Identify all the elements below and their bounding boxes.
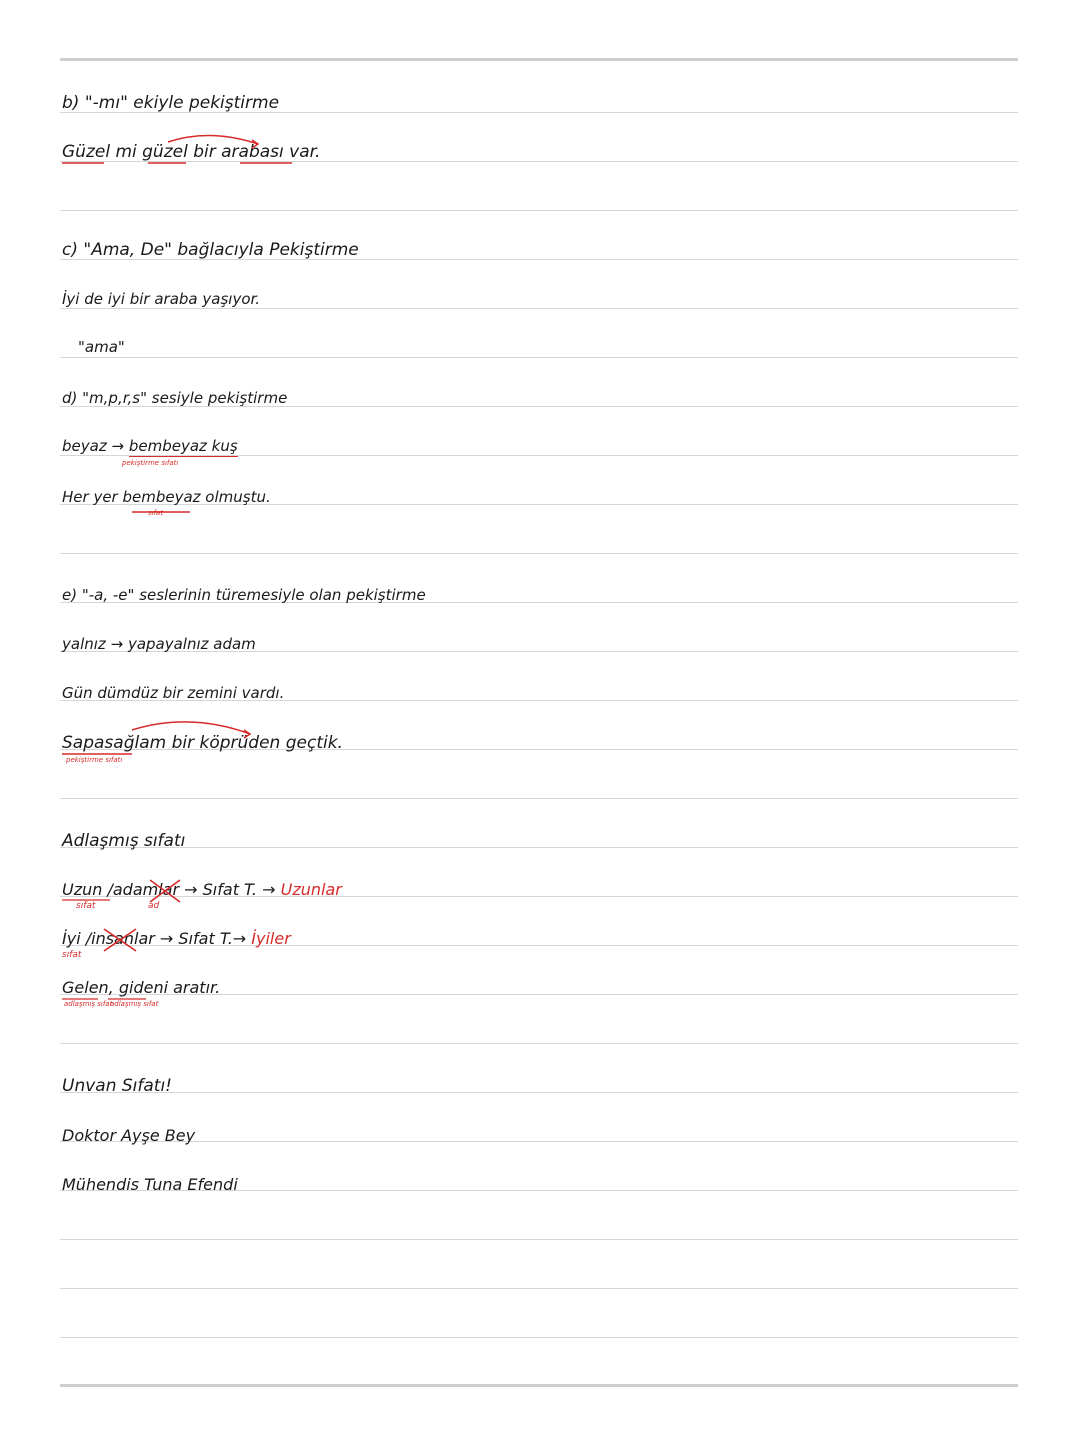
ruled-line [60,553,1018,554]
f-ex2-arrow: → Sıfat T.→ [159,929,247,948]
section-b-example: Güzel mi güzel bir arabası var. [62,142,321,162]
f-ex1-note-2: ad [148,901,160,911]
ruled-line [60,1141,1018,1142]
section-g-title: Unvan Sıfatı! [62,1076,172,1096]
ruled-line [60,1288,1018,1289]
section-e-example-1 [62,635,256,653]
section-c-title: c) "Ama, De" bağlacıyla Pekiştirme [62,240,359,260]
f-ex2-struck-word: insanlar [91,929,155,948]
ruled-line [60,798,1018,799]
section-d-title: d) "m,p,r,s" sesiyle pekiştirme [62,389,288,407]
f-ex1-struck-word: adamlar [112,880,180,899]
f-ex1-arrow: → Sıfat T. [184,880,258,899]
section-e-example-2: Gün dümdüz bir zemini vardı. [62,684,285,702]
f-ex1-note-1: sıfat [76,901,96,911]
d-example-1-base: beyaz [62,437,107,455]
f-ex2-result: İyiler [251,929,291,948]
section-f-example-1 [62,880,342,899]
ruled-line [60,1337,1018,1338]
section-f-title: Adlaşmış sıfatı [62,831,186,851]
section-f-example-2 [62,929,291,948]
f-ex3-note-2: adlaşmış sıfat [110,1000,159,1008]
arrow-icon: → [111,437,125,455]
ruled-line [60,1092,1018,1093]
ruled-line [60,1239,1018,1240]
d-example-1-note: pekiştirme sıfatı [122,459,179,467]
d-example-1-result: bembeyaz kuş [128,437,238,455]
section-d-example-1 [62,437,238,455]
f-ex1-result: Uzunlar [280,880,342,899]
ruled-line [60,1043,1018,1044]
section-e-title: e) "-a, -e" seslerinin türemesiyle olan pekiştirme [62,586,426,604]
e-example-3-note: pekiştirme sıfatı [66,756,123,764]
ruled-line [60,357,1018,358]
section-c-example: İyi de iyi bir araba yaşıyor. [62,290,261,308]
section-g-example-2: Mühendis Tuna Efendi [62,1175,238,1194]
section-c-note: "ama" [78,338,125,356]
arrow-icon: → [110,635,124,653]
page-top-rule [60,58,1018,61]
section-e-example-3: Sapasağlam bir köprüden geçtik. [62,733,343,753]
f-ex1-word: Uzun [62,880,103,899]
ruled-line [60,210,1018,211]
section-g-example-1: Doktor Ayşe Bey [62,1126,196,1145]
f-ex1-slash: / [107,880,113,899]
section-f-example-3: Gelen, gideni aratır. [62,978,221,997]
section-b-title: b) "-mı" ekiyle pekiştirme [62,93,280,113]
page-bottom-rule [60,1384,1018,1387]
f-ex2-note-1: sıfat [62,950,82,960]
f-ex2-word: İyi [62,929,81,948]
ruled-line [60,308,1018,309]
f-ex2-slash: / [85,929,92,948]
arrow-icon: → [262,880,276,899]
e-example-1-base: yalnız [62,635,106,653]
f-ex3-note-1: adlaşmış sıfat [64,1000,113,1008]
section-d-example-2: Her yer bembeyaz olmuştu. [62,488,271,506]
ruled-line [60,847,1018,848]
e-example-1-result: yapayalnız adam [127,635,256,653]
d-example-2-note: sıfat [148,509,164,517]
